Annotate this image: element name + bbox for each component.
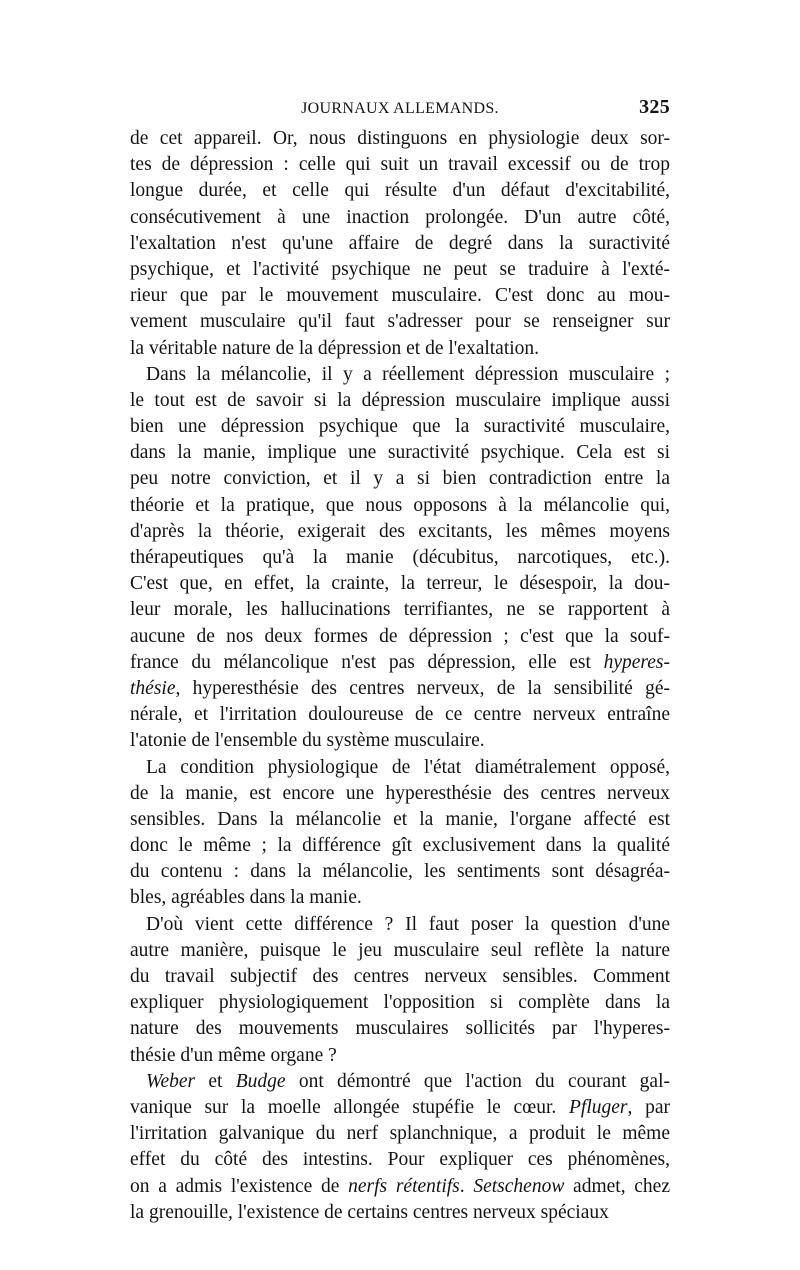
text-line: vanique sur la moelle allongée stupéfie le cœur. Pfluger, par [130, 1096, 670, 1118]
text-line: thérapeutiques qu'à la manie (décubitus, narcotiques, etc.). [130, 547, 670, 568]
text-line: Dans la mélancolie, il y a réellement dépression musculaire ; [146, 363, 670, 385]
text-line: C'est que, en effet, la crainte, la terreur, le désespoir, la dou- [130, 573, 670, 595]
text-line: du contenu : dans la mélancolie, les sentiments sont désagréa- [130, 861, 670, 883]
text-line: tes de dépression : celle qui suit un travail excessif ou de trop [130, 154, 670, 176]
text-line: dans la manie, implique une suractivité psychique. Cela est si [130, 442, 670, 464]
text-line: rieur que par le mouvement musculaire. C'est donc au mou- [130, 285, 670, 307]
text-line: thésie d'un même organe ? [130, 1044, 337, 1066]
text-line: donc le même ; la différence gît exclusivement dans la qualité [130, 835, 670, 857]
text-line: d'après la théorie, exigerait des excitants, les mêmes moyens [130, 520, 670, 542]
text-line: sensibles. Dans la mélancolie et la manie, l'organe affecté est [130, 808, 670, 830]
text-line: on a admis l'existence de nerfs rétentifs. Setschenow admet, chez [130, 1175, 670, 1197]
text-line: thésie, hyperesthésie des centres nerveux, de la sensibilité gé- [130, 677, 670, 699]
text-line: longue durée, et celle qui résulte d'un défaut d'excitabilité, [130, 180, 670, 202]
text-line: la grenouille, l'existence de certains centres nerveux spéciaux [130, 1201, 609, 1223]
text-line: nérale, et l'irritation douloureuse de ce centre nerveux entraîne [130, 704, 670, 726]
running-title: JOURNAUX ALLEMANDS. [301, 100, 499, 117]
running-head [130, 96, 670, 126]
italic-text: thésie [130, 677, 176, 699]
text-line: la véritable nature de la dépression et de l'exaltation. [130, 337, 540, 359]
book-page [130, 96, 670, 1226]
text-line: La condition physiologique de l'état diamétralement opposé, [146, 756, 670, 778]
text-line: expliquer physiologiquement l'opposition si complète dans la [130, 992, 670, 1014]
text-line: bles, agréables dans la manie. [130, 887, 362, 909]
italic-text: nerfs rétentifs [348, 1175, 460, 1197]
text-line: du travail subjectif des centres nerveux sensibles. Comment [130, 966, 670, 987]
text-line: france du mélancolique n'est pas dépression, elle est hyperes- [130, 651, 670, 673]
text-line: D'où vient cette différence ? Il faut poser la question d'une [146, 913, 670, 935]
text-line: vement musculaire qu'il faut s'adresser pour se renseigner sur [130, 311, 670, 333]
text-line: Weber et Budge ont démontré que l'action du courant gal- [146, 1070, 670, 1092]
italic-text: Weber [146, 1070, 196, 1092]
body-text [130, 126, 670, 1226]
text-line: peu notre conviction, et il y a si bien contradiction entre la [130, 468, 670, 490]
text-line: aucune de nos deux formes de dépression ; c'est que la souf- [130, 625, 670, 647]
page-number: 325 [639, 96, 670, 118]
italic-text: hyperes- [603, 651, 670, 673]
text-line: théorie et la pratique, que nous opposons à la mélancolie qui, [130, 494, 670, 516]
italic-text: Budge [235, 1070, 286, 1092]
text-line: l'atonie de l'ensemble du système musculaire. [130, 730, 485, 752]
text-line: l'irritation galvanique du nerf splanchnique, a produit le même [130, 1123, 670, 1145]
text-line: bien une dépression psychique que la suractivité musculaire, [130, 416, 670, 438]
text-line: leur morale, les hallucinations terrifiantes, ne se rapportent à [130, 599, 670, 621]
italic-text: Setschenow [473, 1175, 565, 1197]
italic-text: Pfluger [569, 1096, 628, 1118]
text-line: consécutivement à une inaction prolongée. D'un autre côté, [130, 206, 670, 228]
text-line: autre manière, puisque le jeu musculaire seul reflète la nature [130, 939, 670, 961]
text-line: psychique, et l'activité psychique ne peut se traduire à l'exté- [130, 258, 670, 280]
text-line: de cet appareil. Or, nous distinguons en physiologie deux sor- [130, 128, 670, 149]
text-line: de la manie, est encore une hyperesthésie des centres nerveux [130, 782, 670, 804]
text-line: le tout est de savoir si la dépression musculaire implique aussi [130, 389, 670, 411]
text-line: effet du côté des intestins. Pour expliquer ces phénomènes, [130, 1149, 670, 1171]
text-line: l'exaltation n'est qu'une affaire de degré dans la suractivité [130, 232, 670, 254]
text-line: nature des mouvements musculaires sollicités par l'hyperes- [130, 1018, 670, 1040]
